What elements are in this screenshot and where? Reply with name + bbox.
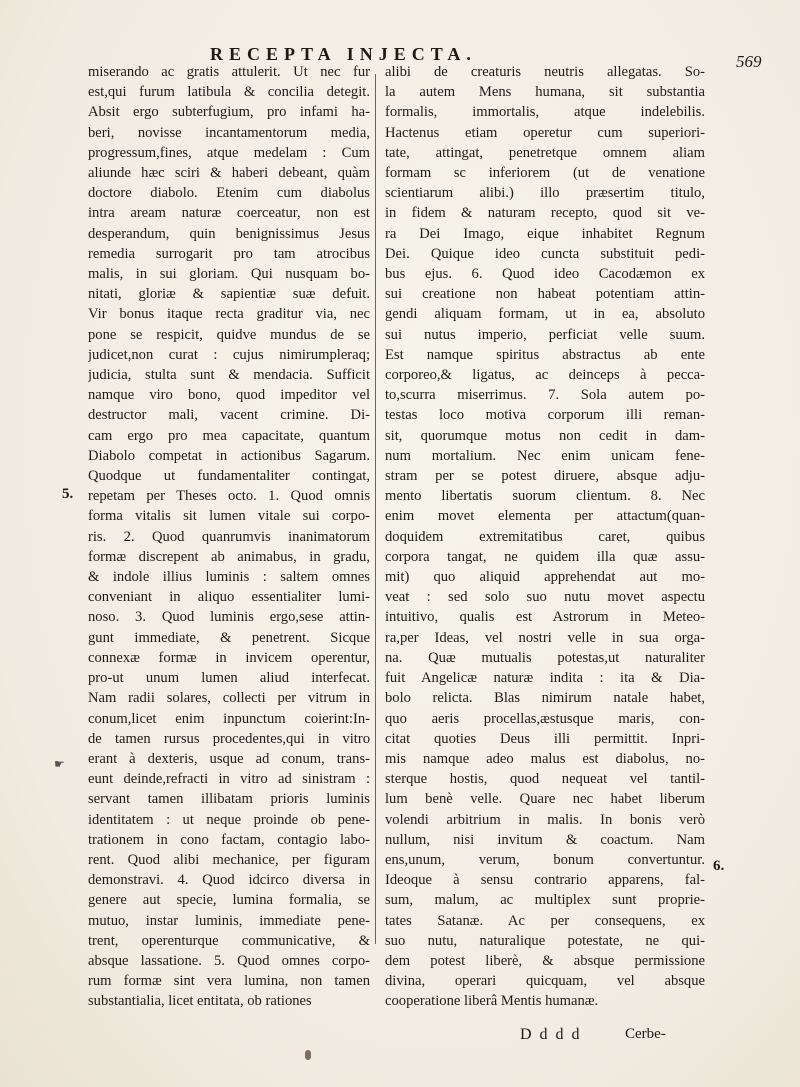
left-column-line: remedia surrogarit pro tam atrocibus xyxy=(88,245,370,262)
right-column-line: bus ejus. 6. Quod ideo Cacodæmon ex xyxy=(385,266,705,283)
left-column-line: gunt immediate, & penetrent. Sicque xyxy=(88,629,370,646)
right-column-line: Dei. Quique ideo cuncta substituit pedi- xyxy=(385,245,705,262)
left-column-line: pone se respicit, quidve mundus de se xyxy=(88,326,370,343)
running-title-right: INJECTA. xyxy=(346,44,477,64)
page-number: 569 xyxy=(736,52,762,71)
left-column-line: eunt deinde,refracti in vitro ad sinistram : xyxy=(88,771,370,788)
right-column-line: bolo relicta. Blas nimirum natale habet, xyxy=(385,690,705,707)
ink-stain xyxy=(305,1050,311,1060)
left-column-line: conum,licet enim inpunctum coierint:In- xyxy=(88,710,370,727)
column-rule xyxy=(375,74,376,944)
right-column-line: nullum, nisi invitum & coactum. Nam xyxy=(385,831,705,848)
left-column-line: judicia, stulta sunt & mendacia. Sufficit xyxy=(88,367,370,384)
left-column-line: servant tamen illibatam prioris luminis xyxy=(88,791,370,808)
right-column-line: na. Quæ mutualis potestas,ut naturaliter xyxy=(385,649,705,666)
left-column-line: mutuo, instar luminis, immediate pene- xyxy=(88,912,370,929)
right-column-line: Est namque spiritus abstractus ab ente xyxy=(385,346,705,363)
left-column xyxy=(88,62,370,1012)
right-column-line: fuit Angelicæ naturæ indita : ita & Dia- xyxy=(385,670,705,687)
left-column-line: demonstravi. 4. Quod idcirco diversa in xyxy=(88,872,370,889)
left-column-line: repetam per Theses octo. 1. Quod omnis xyxy=(88,488,370,505)
right-column-line: corporeo,& ligatus, ac deinceps à pecca- xyxy=(385,367,705,384)
left-column-line: genere aut specie, lumina formalia, se xyxy=(88,892,370,909)
catchword: Cerbe- xyxy=(625,1026,666,1042)
left-column-line: aliunde hæc sciri & haberi debeant, quàm xyxy=(88,165,370,182)
left-column-line: formæ discrepent ab animabus, in gradu, xyxy=(88,548,370,565)
left-column-line: progressum,fines, atque medelam : Cum xyxy=(88,144,370,161)
right-column-line: scientiarum alibi.) illo præsertim titulo, xyxy=(385,185,705,202)
right-column-line: divina, operari quicquam, vel absque xyxy=(385,973,705,990)
left-column-line: substantialia, licet entitata, ob rationes xyxy=(88,993,312,1010)
right-column-line: formam sc inferiorem (ut de venatione xyxy=(385,165,705,182)
left-column-line: doctore diabolo. Etenim cum diabolus xyxy=(88,185,370,202)
right-column-line: intuitivo, qualis est Astrorum in Meteo- xyxy=(385,609,705,626)
left-column-line: & indole illius luminis : saltem omnes xyxy=(88,569,370,586)
left-column-line: trationem in cono factam, contagio labo- xyxy=(88,831,370,848)
right-column-line: sterque hostis, quod nequeat vel tantil- xyxy=(385,771,705,788)
right-column-line: to,scurra miserrimus. 7. Sola autem po- xyxy=(385,387,705,404)
right-column-line: mento libertatis suorum clientum. 8. Nec xyxy=(385,488,705,505)
left-column-line: est,qui furum latibula & concilia detegit. xyxy=(88,84,370,101)
signature-mark: D d d d xyxy=(520,1026,582,1043)
margin-number-right: 6. xyxy=(713,858,725,874)
left-column-line: intra aream naturæ coerceatur, non est xyxy=(88,205,370,222)
left-column-line: de tamen rursus procedentes,qui in vitro xyxy=(88,730,370,747)
right-column-line: la autem Mens humana, sit substantia xyxy=(385,84,705,101)
left-column-line: conveniant in aliquo essentialiter lumi- xyxy=(88,589,370,606)
right-column-line: cooperatione liberâ Mentis humanæ. xyxy=(385,993,599,1010)
left-column-line: identitatem : ut neque proinde ob pene- xyxy=(88,811,370,828)
left-column-line: erant à dexteris, usque ad conum, trans- xyxy=(88,750,370,767)
right-column-line: veat : sed solo suo nutu movet aspectu xyxy=(385,589,705,606)
left-column-line: judicet,non curat : cujus nimirumpleraq; xyxy=(88,346,370,363)
right-column-line: sui creatione non habeat potentiam attin- xyxy=(385,286,705,303)
left-column-line: miserando ac gratis attulerit. Ut nec fur xyxy=(88,64,370,80)
right-column-line: in fidem & naturam recepto, quod sit ve- xyxy=(385,205,705,222)
right-column-line: suo nutu, naturalique potestate, ne qui- xyxy=(385,932,705,949)
right-column-line: corpora tangat, ne quidem illa quæ assu- xyxy=(385,548,705,565)
left-column-line: namque viro bono, quod impeditor vel xyxy=(88,387,370,404)
left-column-line: Absit ergo subterfugium, pro infami ha- xyxy=(88,104,370,121)
left-column-line: Vir bonus itaque recta graditur via, nec xyxy=(88,306,370,323)
right-column-line: testas loco motiva corporum illi reman- xyxy=(385,407,705,424)
right-column-line: mis namque adeo malus est diabolus, no- xyxy=(385,750,705,767)
right-column-line: enim movet elementa per attactum(quan- xyxy=(385,508,705,525)
right-column-line: gendi aliquam formam, ut in ea, absoluto xyxy=(385,306,705,323)
left-column-line: noso. 3. Quod luminis ergo,sese attin- xyxy=(88,609,370,626)
right-column-line: quo aeris procellas,æstusque maris, con- xyxy=(385,710,705,727)
left-column-line: connexæ formæ in invicem operentur, xyxy=(88,649,370,666)
left-column-line: absque lassatione. 5. Quod omnes corpo- xyxy=(88,952,370,969)
left-column-line: rent. Quod alibi mechanice, per figuram xyxy=(88,851,370,868)
left-column-line: Nam radii solares, collecti per vitrum in xyxy=(88,690,370,707)
right-column-line: Hactenus etiam operetur cum superiori- xyxy=(385,124,705,141)
left-column-line: malis, in sui gloriam. Qui nusquam bo- xyxy=(88,266,370,283)
right-column-line: sui nutus imperio, perficiat velle suum. xyxy=(385,326,705,343)
right-column-line: ens,unum, verum, bonum convertuntur. xyxy=(385,851,705,868)
left-column-line: Diabolo competat in actionibus Sagarum. xyxy=(88,447,370,464)
right-column-line: doquidem extremitatibus caret, quibus xyxy=(385,528,705,545)
pointing-hand-icon: ☛ xyxy=(54,757,65,771)
right-column-line: lum benè velle. Quare nec habet liberum xyxy=(385,791,705,808)
left-column-line: cam ergo pro mea capacitate, quantum xyxy=(88,427,370,444)
right-column-line: formalis, immortalis, atque indelebilis. xyxy=(385,104,705,121)
right-column-line: tate, attingat, penetretque omnem aliam xyxy=(385,144,705,161)
right-column-line: ra,per Ideas, vel nostri velle in sua orga- xyxy=(385,629,705,646)
right-column-line: alibi de creaturis neutris allegatas. So- xyxy=(385,64,705,80)
right-column-line: sum, malum, ac multiplex sunt proprie- xyxy=(385,892,705,909)
left-column-line: destructor mali, vacent crimine. Di- xyxy=(88,407,370,424)
right-column-line: Ideoque à sensu contrario apparens, fal- xyxy=(385,872,705,889)
right-column-line: tates Satanæ. Ac per consequens, ex xyxy=(385,912,705,929)
left-column-line: pro-ut unum lumen aliud interfecat. xyxy=(88,670,370,687)
left-column-line: nitati, gloriæ & sapientiæ suæ defuit. xyxy=(88,286,370,303)
right-column-line: citat quoties Deus illi permittit. Inpri- xyxy=(385,730,705,747)
right-column-line: dem potest liberè, & absque permissione xyxy=(385,952,705,969)
right-column-line: ra Dei Imago, eique inhabitet Regnum xyxy=(385,225,705,242)
left-column-line: Quodque ut fundamentaliter contingat, xyxy=(88,468,370,485)
running-title-left: RECEPTA xyxy=(210,44,337,64)
right-column-line: mit) quo aliquid apprehendat aut mo- xyxy=(385,569,705,586)
left-column-line: ris. 2. Quod quanrumvis inanimatorum xyxy=(88,528,370,545)
left-column-line: beri, novisse incantamentorum media, xyxy=(88,124,370,141)
right-column-line: sit, quorumque motus non cedit in dam- xyxy=(385,427,705,444)
right-column xyxy=(385,62,705,1012)
left-column-line: rum formæ sint vera lumina, non tamen xyxy=(88,973,370,990)
left-column-line: desperandum, quin benignissimus Jesus xyxy=(88,225,370,242)
right-column-line: stram per se potest diruere, absque adju- xyxy=(385,468,705,485)
right-column-line: num mortalium. Nec enim unicam fene- xyxy=(385,447,705,464)
margin-number-left: 5. xyxy=(62,486,74,502)
left-column-line: trent, operenturque communicative, & xyxy=(88,932,370,949)
right-column-line: volendi arbitrium in malis. In bonis verò xyxy=(385,811,705,828)
left-column-line: forma vitalis sit lumen vitale sui corpo- xyxy=(88,508,370,525)
